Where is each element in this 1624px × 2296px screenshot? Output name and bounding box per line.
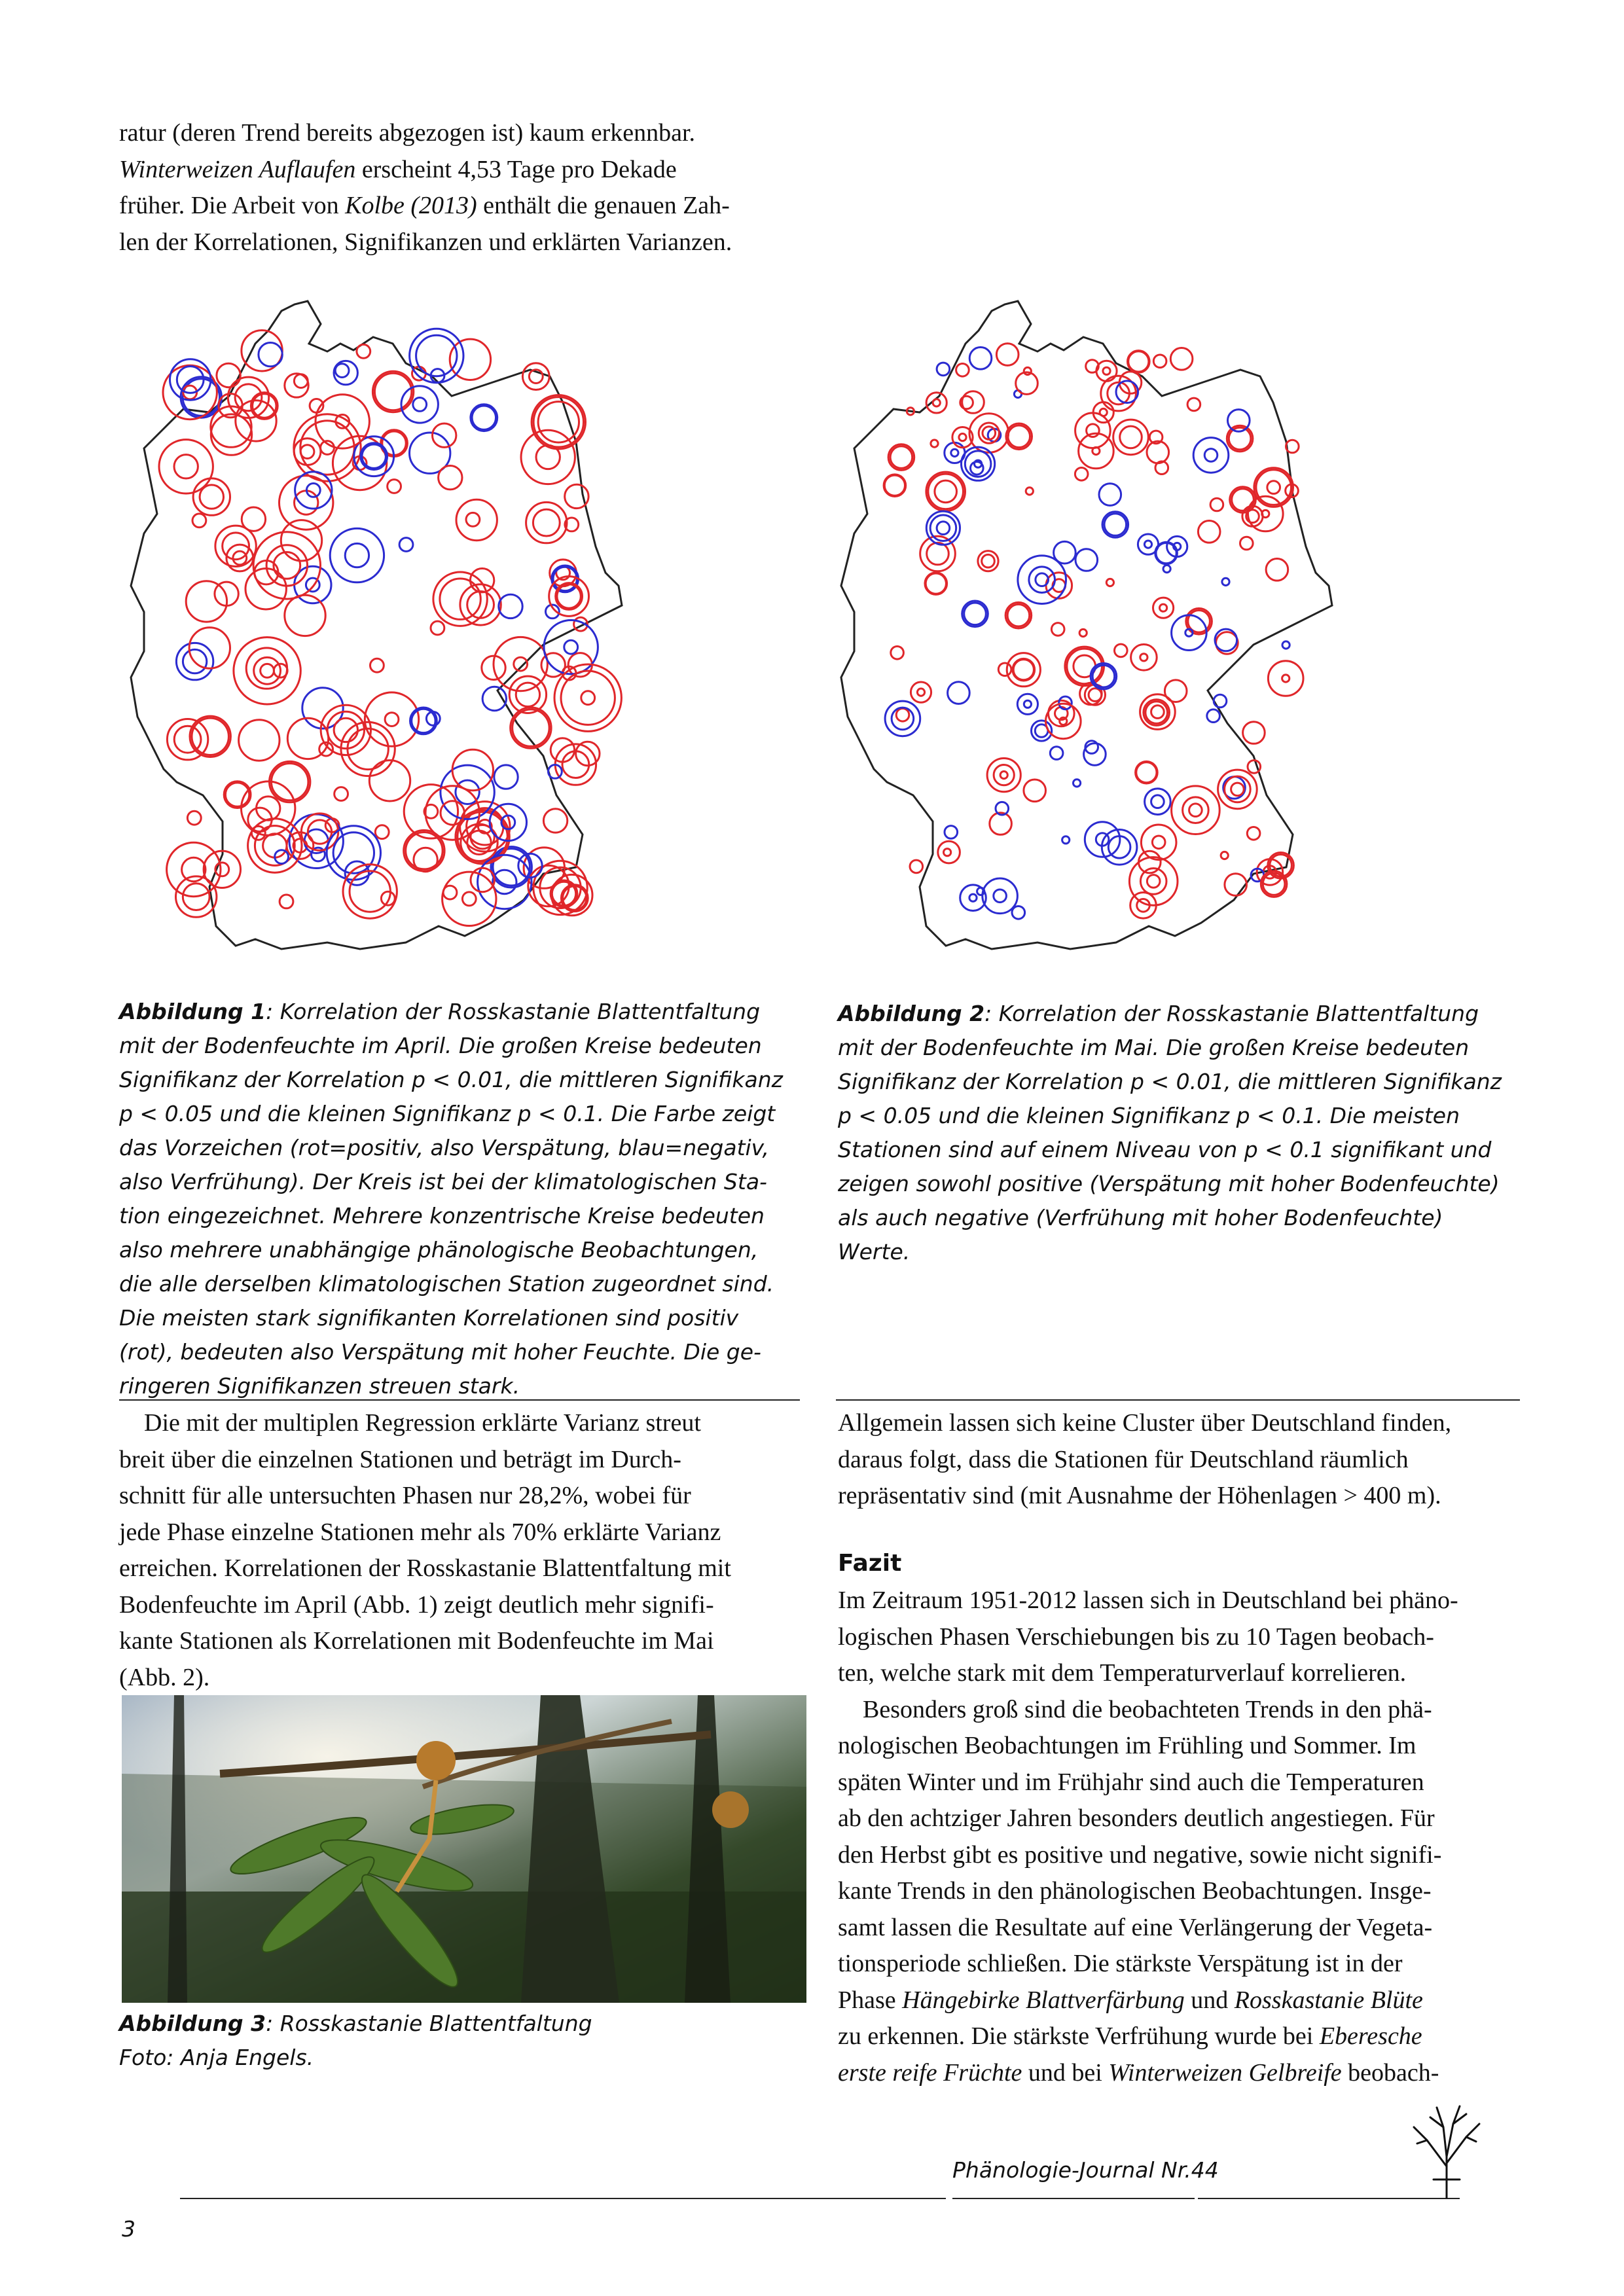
station-circle — [1210, 498, 1223, 511]
station-circle — [1230, 487, 1256, 513]
station-circle — [1096, 361, 1117, 381]
station-circle — [1115, 644, 1128, 657]
station-circle — [189, 628, 230, 668]
station-circle — [964, 603, 986, 625]
station-circle — [211, 406, 251, 447]
caption-line: tion eingezeichnet. Mehrere konzentrische Kreise bedeuten — [119, 1203, 765, 1229]
text-line: Im Zeitraum 1951-2012 lassen sich in Deutschland bei phäno- — [838, 1587, 1458, 1614]
station-circle — [211, 414, 251, 455]
station-circle — [1103, 367, 1110, 374]
station-circle — [926, 472, 965, 511]
caption-line: Signifikanz der Korrelation p < 0.01, die mittleren Signifikanz — [838, 1069, 1502, 1094]
station-circle — [1087, 424, 1100, 437]
station-circle — [896, 709, 909, 722]
station-circle — [892, 708, 914, 730]
station-circle — [1074, 780, 1081, 787]
station-circle — [969, 894, 977, 901]
caption-line: zeigen sowohl positive (Verspätung mit hoher Bodenfeuchte) — [838, 1171, 1500, 1196]
station-circle — [1026, 488, 1033, 495]
station-circle — [1029, 567, 1055, 593]
station-circle — [948, 682, 970, 704]
station-circle — [1062, 836, 1070, 844]
station-circle — [1198, 521, 1220, 543]
station-circle — [295, 566, 331, 603]
station-circle — [996, 344, 1019, 366]
caption-line: das Vorzeichen (rot=positiv, also Verspätung, blau=negativ, — [119, 1135, 770, 1160]
station-circle — [1008, 425, 1030, 448]
station-circle — [556, 583, 583, 610]
station-circle — [959, 434, 966, 441]
station-circle — [159, 440, 213, 493]
text-line: kante Trends in den phänologischen Beobachtungen. Insge- — [838, 1877, 1432, 1905]
station-circle — [561, 671, 615, 725]
station-circle — [410, 708, 437, 734]
station-circle — [926, 511, 960, 545]
station-circle — [576, 742, 600, 765]
station-circle — [494, 765, 518, 789]
station-circle — [565, 484, 588, 508]
text-line: daraus folgt, dass die Stationen für Deutschland räumlich — [838, 1445, 1409, 1473]
station-circle — [1152, 836, 1165, 849]
station-circle — [1099, 484, 1121, 506]
station-circle — [295, 491, 318, 514]
station-circle — [1153, 355, 1166, 368]
station-circle — [533, 397, 583, 447]
text-line: Allgemein lassen sich keine Cluster über Deutschland finden, — [838, 1409, 1452, 1437]
text-line: erreichen. Korrelationen der Rosskastanie Blattentfaltung mit — [119, 1554, 731, 1582]
station-circle — [294, 439, 321, 465]
station-circle — [441, 801, 464, 825]
station-circle — [1172, 786, 1220, 834]
station-circle — [1050, 747, 1063, 760]
station-circle — [1051, 623, 1064, 636]
station-circle — [254, 657, 281, 684]
right-body-paragraph — [838, 1405, 1532, 1515]
station-circle — [1079, 629, 1087, 636]
station-circle — [1144, 541, 1151, 548]
station-circle — [926, 573, 946, 594]
station-circle — [884, 475, 905, 495]
station-circle — [412, 709, 435, 732]
station-circle — [933, 399, 940, 406]
intro-line: len der Korrelationen, Signifikanzen und erklärten Varianzen. — [119, 228, 732, 256]
station-circle — [1102, 512, 1128, 538]
caption-line: Werte. — [838, 1239, 911, 1265]
station-circle — [891, 647, 904, 660]
station-circle — [251, 393, 278, 420]
footer-rule-left — [180, 2198, 946, 2199]
station-circle — [1145, 789, 1171, 815]
figure2-caption — [838, 997, 1551, 1269]
station-circle — [522, 363, 549, 390]
station-circle — [521, 430, 575, 484]
station-circle — [1189, 804, 1202, 817]
station-circle — [404, 831, 444, 871]
station-circle — [190, 716, 230, 757]
station-circle — [1013, 660, 1034, 680]
station-circle — [890, 446, 912, 469]
caption-rule-right — [836, 1399, 1520, 1401]
station-circle — [910, 860, 923, 873]
left-body-paragraph — [119, 1405, 813, 1696]
fazit-heading: Fazit — [838, 1550, 902, 1577]
caption-line: mit der Bodenfeuchte im Mai. Die großen Kreise bedeuten — [838, 1035, 1470, 1060]
station-circle — [192, 514, 206, 528]
caption-rule-left — [119, 1399, 800, 1401]
fazit-line: zu erkennen. Die stärkste Verfrühung wurde bei Eberesche — [838, 2022, 1422, 2050]
station-circle — [969, 348, 992, 370]
station-circle — [951, 449, 958, 456]
station-circle — [462, 892, 476, 906]
text-line: (Abb. 2). — [119, 1663, 210, 1691]
journal-name: Phänologie-Journal Nr.44 — [952, 2157, 1219, 2183]
station-circle — [1207, 709, 1220, 723]
station-circle — [433, 423, 456, 447]
station-circle — [466, 512, 480, 526]
germany-map-may — [835, 298, 1502, 975]
station-circle — [186, 581, 226, 622]
caption-line: Stationen sind auf einem Niveau von p < 0.1 signifikant und — [838, 1137, 1492, 1162]
station-circle — [1144, 700, 1170, 726]
station-circle — [381, 891, 395, 905]
station-circle — [388, 480, 401, 493]
station-circle — [927, 543, 949, 565]
station-circle — [1005, 602, 1032, 628]
station-circle — [335, 364, 349, 378]
figure3-caption — [119, 2007, 806, 2075]
station-circle — [983, 878, 1018, 914]
station-circle — [1268, 661, 1303, 696]
text-line: Die mit der multiplen Regression erklärte Varianz streut — [144, 1409, 701, 1437]
station-circle — [938, 841, 960, 863]
station-circle — [471, 404, 497, 431]
station-circle — [239, 720, 280, 761]
station-circle — [1007, 604, 1030, 626]
station-circle — [350, 871, 390, 912]
station-circle — [348, 728, 388, 769]
station-circle — [261, 664, 274, 677]
station-circle — [1282, 641, 1290, 649]
station-circle — [1222, 578, 1229, 585]
text-line: breit über die einzelnen Stationen und beträgt im Durch- — [119, 1445, 681, 1473]
station-circle — [253, 394, 276, 418]
station-circle — [1106, 579, 1113, 586]
station-circle — [1243, 722, 1265, 744]
caption-line: Abbildung 3: Rosskastanie Blattentfaltung — [119, 2011, 592, 2036]
station-circle — [581, 691, 595, 705]
station-circle — [935, 480, 957, 503]
station-circle — [1131, 645, 1157, 671]
station-circle — [1170, 348, 1193, 370]
station-circle — [1128, 351, 1149, 372]
station-circle — [998, 663, 1011, 676]
station-circle — [945, 826, 958, 839]
station-circle — [994, 889, 1007, 903]
station-circle — [1120, 426, 1142, 448]
station-circle — [987, 759, 1020, 792]
station-circle — [1084, 744, 1106, 766]
germany-outline — [841, 301, 1332, 949]
station-circle — [1147, 441, 1169, 463]
station-circle — [1012, 906, 1025, 920]
text-line: ab den achtziger Jahren besonders deutlich angestiegen. Für — [838, 1804, 1435, 1832]
fazit-line: erste reife Früchte und bei Winterweizen Gelbreife beobach- — [838, 2058, 1439, 2087]
station-circle — [538, 402, 579, 442]
station-circle — [532, 395, 585, 449]
station-circle — [557, 584, 581, 608]
text-line: den Herbst gibt es positive und negative, sowie nicht signifi- — [838, 1840, 1442, 1869]
caption-line: p < 0.05 und die kleinen Signifikanz p < 0.1. Die meisten — [838, 1103, 1460, 1128]
station-circle — [294, 374, 308, 388]
station-circle — [1153, 598, 1174, 618]
station-circle — [1248, 761, 1261, 774]
caption-line: p < 0.05 und die kleinen Signifikanz p < 0.1. Die Farbe zeigt — [119, 1101, 776, 1126]
station-circle — [1163, 565, 1170, 573]
station-circle — [1227, 425, 1253, 452]
station-circle — [334, 718, 357, 742]
station-circle — [1231, 783, 1244, 796]
station-circle — [1104, 514, 1127, 536]
station-circle — [1006, 423, 1032, 450]
station-circle — [245, 569, 286, 609]
station-circle — [885, 701, 920, 736]
intro-paragraph — [119, 115, 806, 260]
station-circle — [994, 765, 1014, 785]
station-circle — [385, 713, 399, 726]
station-circle — [456, 499, 497, 540]
station-circle — [1017, 694, 1038, 714]
caption-line: also mehrere unabhängige phänologische Beobachtungen, — [119, 1237, 759, 1263]
text-line: ten, welche stark mit dem Temperaturverlauf korrelieren. — [838, 1659, 1407, 1687]
station-circle — [242, 507, 265, 531]
station-circle — [499, 594, 522, 618]
station-circle — [345, 543, 369, 567]
station-circle — [217, 363, 240, 387]
station-circle — [472, 406, 496, 429]
text-line: schnitt für alle untersuchten Phasen nur 28,2%, wobei für — [119, 1482, 691, 1509]
station-circle — [375, 825, 389, 839]
station-circle — [1075, 549, 1098, 571]
station-circle — [965, 451, 991, 477]
station-circle — [926, 393, 947, 413]
text-line: jede Phase einzelne Stationen mehr als 70% erklärte Varianz — [119, 1518, 721, 1546]
station-circle — [1267, 481, 1280, 494]
station-circle — [370, 658, 384, 672]
station-circle — [920, 536, 956, 571]
caption-text — [119, 995, 833, 1403]
station-circle — [888, 444, 914, 471]
station-circle — [1024, 700, 1031, 708]
station-circle — [928, 474, 964, 509]
caption-line: (rot), bedeuten also Verspätung mit hoher Feuchte. Die ge- — [119, 1339, 761, 1365]
intro-line: Winterweizen Auflaufen erscheint 4,53 Tage pro Dekade — [119, 155, 677, 183]
germany-map-april — [124, 298, 792, 975]
station-circle — [956, 364, 969, 377]
station-circle — [1140, 654, 1147, 661]
caption-line: als auch negative (Verfrühung mit hoher Bodenfeuchte) — [838, 1205, 1443, 1230]
station-circle — [1024, 780, 1046, 802]
caption-line: die alle derselben klimatologischen Station zugeordnet sind. — [119, 1271, 774, 1297]
station-circle — [911, 682, 931, 702]
text-line: logischen Phasen Verschiebungen bis zu 10 Tagen beobach- — [838, 1623, 1434, 1651]
station-circle — [1214, 694, 1227, 708]
text-line: kante Stationen als Korrelationen mit Bodenfeuchte im Mai — [119, 1627, 714, 1655]
station-circle — [1046, 573, 1072, 599]
caption-line: ringeren Signifikanzen streuen stark. — [119, 1373, 520, 1399]
map1-stations — [159, 329, 621, 925]
station-circle — [1186, 609, 1212, 635]
station-circle — [1160, 604, 1167, 611]
station-circle — [308, 820, 331, 844]
station-circle — [413, 398, 427, 412]
station-circle — [1266, 559, 1288, 581]
station-circle — [1193, 438, 1229, 473]
station-circle — [1136, 762, 1157, 783]
station-circle — [1187, 398, 1200, 411]
station-circle — [192, 718, 228, 755]
caption-line: Abbildung 1: Korrelation der Rosskastanie Blattentfaltung — [119, 999, 761, 1024]
caption-label: Abbildung 2 — [838, 1001, 985, 1026]
station-circle — [982, 554, 995, 567]
station-circle — [1183, 797, 1209, 823]
station-circle — [1151, 795, 1164, 808]
station-circle — [431, 621, 444, 635]
station-circle — [362, 444, 386, 468]
text-line: tionsperiode schließen. Die stärkste Verspätung ist in der — [838, 1950, 1403, 1977]
station-circle — [1240, 537, 1254, 550]
station-circle — [399, 538, 413, 552]
station-circle — [1225, 874, 1247, 896]
station-circle — [280, 895, 293, 908]
fazit-body — [838, 1583, 1532, 2091]
station-circle — [357, 344, 370, 358]
figure1-caption — [119, 995, 833, 1403]
station-circle — [1282, 675, 1290, 682]
horse-chestnut-photo — [122, 1695, 806, 2003]
station-circle — [330, 528, 384, 582]
station-circle — [962, 601, 988, 627]
station-circle — [917, 689, 924, 696]
station-circle — [944, 849, 951, 856]
station-circle — [200, 485, 223, 509]
station-circle — [543, 809, 567, 833]
tree-logo — [1407, 2101, 1486, 2199]
caption-line: mit der Bodenfeuchte im April. Die großen Kreise bedeuten — [119, 1033, 762, 1058]
intro-line: früher. Die Arbeit von Kolbe (2013) enthält die genauen Zah- — [119, 192, 730, 219]
station-circle — [281, 520, 321, 561]
caption-line: Abbildung 2: Korrelation der Rosskastanie Blattentfaltung — [838, 1001, 1479, 1026]
station-circle — [439, 466, 462, 490]
station-circle — [1221, 852, 1228, 859]
station-circle — [452, 749, 493, 790]
caption-line: Signifikanz der Korrelation p < 0.01, die mittleren Signifikanz — [119, 1067, 783, 1092]
station-circle — [410, 329, 463, 382]
station-circle — [533, 509, 560, 536]
station-circle — [494, 637, 547, 691]
station-circle — [1113, 420, 1149, 455]
station-circle — [990, 813, 1012, 835]
text-line: späten Winter und im Frühjahr sind auch die Temperaturen — [838, 1768, 1424, 1796]
station-circle — [1147, 875, 1160, 888]
caption-line: also Verfrühung). Der Kreis ist bei der klimatologischen Sta- — [119, 1169, 767, 1194]
station-circle — [334, 787, 348, 801]
station-circle — [182, 857, 206, 881]
station-circle — [564, 640, 578, 654]
station-circle — [1000, 772, 1007, 779]
station-circle — [1089, 689, 1102, 702]
text-line: repräsentativ sind (mit Ausnahme der Höhenlagen > 400 m). — [838, 1482, 1441, 1509]
station-circle — [1286, 440, 1299, 453]
station-circle — [1151, 706, 1164, 719]
station-circle — [937, 363, 950, 376]
text-line: nologischen Beobachtungen im Frühling und Sommer. Im — [838, 1732, 1416, 1759]
station-circle — [1164, 680, 1187, 702]
station-circle — [167, 842, 221, 896]
text-line: samt lassen die Resultate auf eine Verlängerung der Vegeta- — [838, 1913, 1433, 1941]
station-circle — [962, 447, 995, 480]
station-circle — [193, 478, 230, 515]
station-circle — [1075, 468, 1088, 481]
station-circle — [361, 443, 388, 470]
intro-line: ratur (deren Trend bereits abgezogen ist) kaum erkennbar. — [119, 119, 696, 147]
caption-line: Die meisten stark signifikanten Korrelationen sind positiv — [119, 1305, 739, 1331]
station-circle — [259, 343, 282, 367]
station-circle — [470, 569, 494, 592]
map2-stations — [884, 344, 1303, 919]
photo-credit: Foto: Anja Engels. — [119, 2045, 314, 2070]
station-circle — [1204, 449, 1218, 462]
caption-label: Abbildung 1 — [119, 999, 266, 1024]
station-circle — [1075, 413, 1111, 448]
text-line: Bodenfeuchte im April (Abb. 1) zeigt deutlich mehr signifi- — [119, 1590, 714, 1619]
station-circle — [174, 455, 198, 478]
station-circle — [937, 522, 950, 535]
page-number: 3 — [122, 2216, 135, 2242]
station-circle — [224, 781, 251, 808]
caption-text — [838, 997, 1551, 1269]
fazit-line: Phase Hängebirke Blattverfärbung und Rosskastanie Blüte — [838, 1986, 1423, 2014]
footer-rule-mid — [952, 2198, 1195, 2199]
station-circle — [187, 811, 201, 825]
text-line: Besonders groß sind die beobachteten Trends in den phä- — [863, 1695, 1432, 1723]
station-circle — [1247, 827, 1260, 840]
station-circle — [491, 847, 532, 888]
station-circle — [1232, 489, 1254, 511]
station-circle — [931, 440, 938, 447]
